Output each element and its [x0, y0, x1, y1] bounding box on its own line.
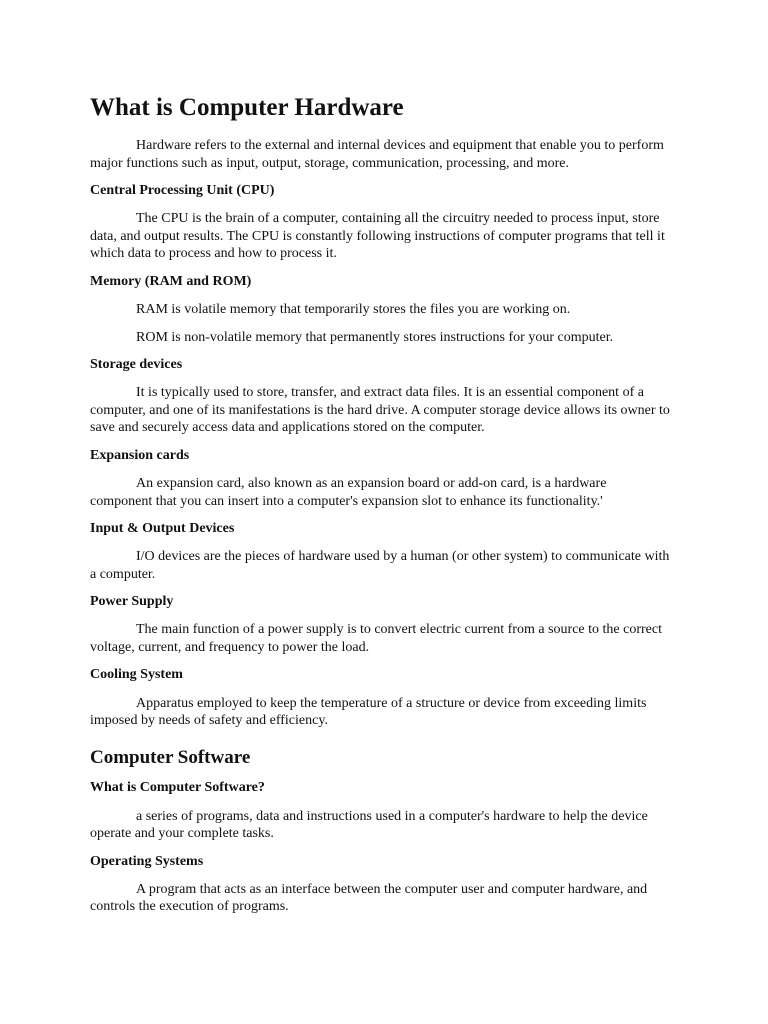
- section-power-supply: [90, 593, 672, 656]
- hardware-sections: [90, 182, 672, 729]
- section-heading: Operating Systems: [90, 853, 204, 869]
- section-paragraph: An expansion card, also known as an expansion board or add-on card, is a hardware component that you can insert into a computer's expansion slot to enhance its functionality.': [90, 476, 607, 509]
- section-heading: Input & Output Devices: [90, 521, 235, 536]
- section-expansion-cards: [90, 447, 672, 510]
- section-paragraph: The main function of a power supply is to convert electric current from a source to the correct voltage, current, and frequency to power the load.: [90, 622, 662, 655]
- section-memory: [90, 273, 672, 346]
- section-heading: Memory (RAM and ROM): [90, 273, 252, 289]
- section-heading: Expansion cards: [90, 447, 190, 463]
- section-what-is-software: [90, 779, 672, 842]
- section-storage-devices: [90, 356, 672, 437]
- section-paragraph: The CPU is the brain of a computer, containing all the circuitry needed to process input, store data, and output results. The CPU is constantly following instructions of computer programs that tell it which data to process and how to process it.: [90, 211, 665, 262]
- section-paragraph: ROM is non-volatile memory that permanently stores instructions for your computer.: [136, 329, 614, 345]
- section-cpu: [90, 182, 672, 263]
- page-title: What is Computer Hardware: [90, 94, 404, 121]
- section-paragraph: Apparatus employed to keep the temperature of a structure or device from exceeding limits imposed by needs of safety and efficiency.: [90, 695, 647, 729]
- software-sections: [90, 779, 672, 915]
- section-heading: What is Computer Software?: [90, 780, 265, 796]
- section-heading: Storage devices: [90, 357, 183, 373]
- section-heading: Cooling System: [90, 667, 183, 683]
- section-paragraph: a series of programs, data and instructions used in a computer's hardware to help the device operate and your complete tasks.: [90, 808, 648, 841]
- software-title: Computer Software: [90, 746, 251, 768]
- section-heading: Power Supply: [90, 594, 174, 610]
- section-paragraph: It is typically used to store, transfer, and extract data files. It is an essential component of a computer, and one of its manifestations is the hard drive. A computer storage device allows its owner to save and securely access data and applications stored on the computer.: [90, 385, 670, 436]
- section-cooling-system: [90, 666, 672, 729]
- section-paragraph: I/O devices are the pieces of hardware used by a human (or other system) to communicate with a computer.: [90, 549, 670, 582]
- section-operating-systems: [90, 853, 672, 916]
- section-paragraph: A program that acts as an interface between the computer user and computer hardware, and controls the execution of programs.: [90, 881, 648, 915]
- intro-paragraph: Hardware refers to the external and internal devices and equipment that enable you to perform major functions such as input, output, storage, communication, processing, and more.: [90, 138, 664, 171]
- section-paragraph: RAM is volatile memory that temporarily stores the files you are working on.: [136, 302, 571, 318]
- section-heading: Central Processing Unit (CPU): [90, 183, 275, 199]
- section-io-devices: [90, 520, 672, 583]
